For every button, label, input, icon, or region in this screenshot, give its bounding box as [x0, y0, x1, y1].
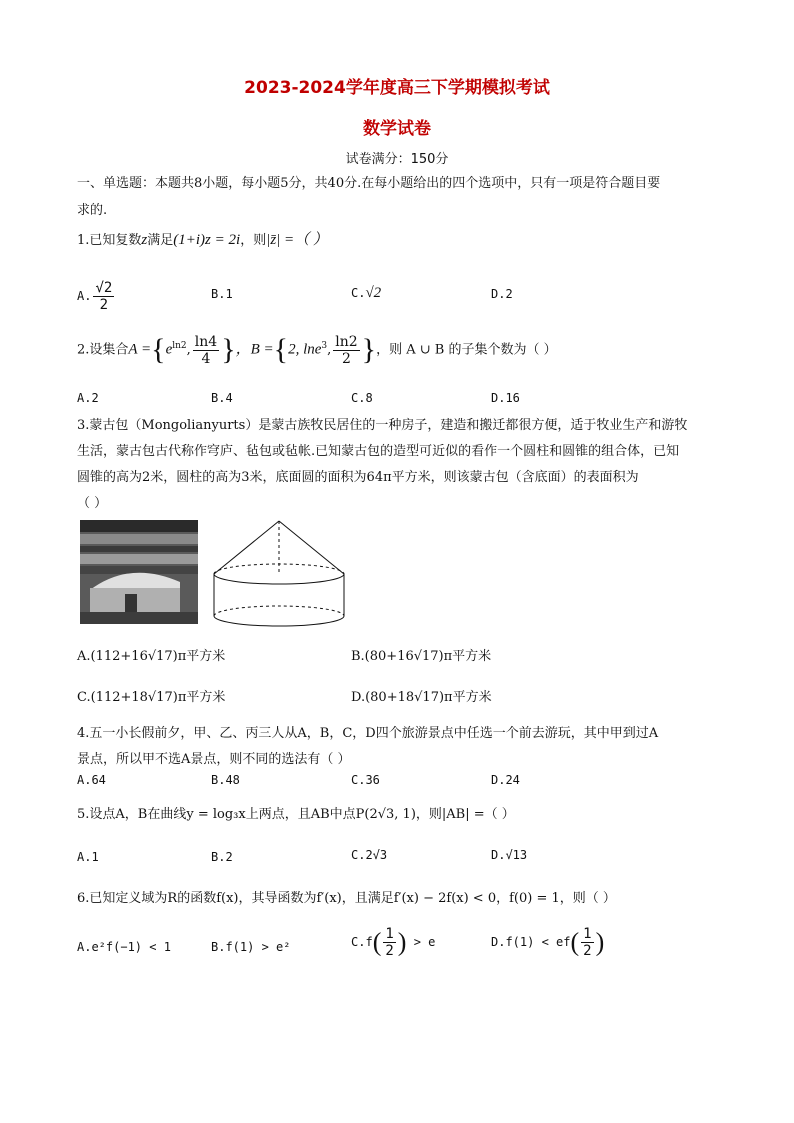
q6-option-d[interactable]: D.f(1) < ef( $\frac{1}{2}$ ): [491, 926, 605, 959]
q6-option-b[interactable]: B.f(1) > e²: [211, 940, 291, 954]
question-3-line2: 生活，蒙古包古代称作穹庐、毡包或毡帐.已知蒙古包的造型可近似的看作一个圆柱和圆锥的组合体，已知: [77, 444, 680, 459]
q2-option-b[interactable]: B.4: [211, 391, 233, 405]
q5-option-a[interactable]: A.1: [77, 850, 99, 864]
q3-option-c[interactable]: C.(112+18√17)π平方米: [77, 690, 226, 705]
exam-title: 2023-2024学年度高三下学期模拟考试: [244, 78, 550, 98]
q2-option-c[interactable]: C.8: [351, 391, 373, 405]
section-heading-line2: 求的.: [77, 203, 108, 218]
q5-option-b[interactable]: B.2: [211, 850, 233, 864]
question-3-line1: 3.蒙古包（Mongolianyurts）是蒙古族牧民居住的一种房子，建造和搬迁都很方便，适于牧业生产和游牧: [77, 418, 688, 433]
section-heading-line1: 一、单选题：本题共8小题，每小题5分，共40分.在每小题给出的四个选项中，只有一项是符合题目要: [77, 176, 661, 191]
question-6-stem: 6.已知定义域为R的函数f(x)，其导函数为f′(x)，且满足f′(x) − 2f(x) < 0，f(0) = 1，则（ ）: [77, 891, 616, 906]
question-3-line3: 圆锥的高为2米，圆柱的高为3米，底面圆的面积为64π平方米，则该蒙古包（含底面）的表面积为: [77, 470, 639, 485]
question-4-line2: 景点，所以甲不选A景点，则不同的选法有（ ）: [77, 752, 351, 767]
q1-option-d[interactable]: D.2: [491, 287, 513, 301]
question-1-stem: 1.已知复数z满足(1+i)z = 2i，则|z̄| =（ ）: [77, 232, 328, 248]
score-line: 试卷满分：150分: [345, 152, 449, 167]
q4-option-a[interactable]: A.64: [77, 773, 106, 787]
q4-option-b[interactable]: B.48: [211, 773, 240, 787]
cone-cylinder-diagram: [212, 518, 346, 632]
question-4-line1: 4.五一小长假前夕，甲、乙、丙三人从A，B，C，D四个旅游景点中任选一个前去游玩，其中甲到过A: [77, 726, 659, 741]
q3-option-d[interactable]: D.(80+18√17)π平方米: [351, 690, 492, 705]
question-2-stem: 2.设集合$A =\{e^{ln2}$, $\frac{\ln 4}{4}$ }，B ={2, lne$^3$, $\frac{\ln 2}{2}$ }，则 A ∪ B 的子集个数为（ ）: [77, 333, 557, 367]
question-5-stem: 5.设点A，B在曲线y = log₃x上两点，且AB中点P(2√3, 1)，则|AB| =（ ）: [77, 807, 515, 822]
q4-option-c[interactable]: C.36: [351, 773, 380, 787]
q1-option-a[interactable]: A. $\frac{√2}{2}$: [77, 280, 113, 313]
q2-option-d[interactable]: D.16: [491, 391, 520, 405]
q1-option-c[interactable]: C.√2: [351, 285, 382, 301]
q6-option-a[interactable]: A.e²f(−1) < 1: [77, 940, 171, 954]
q1-option-b[interactable]: B.1: [211, 287, 233, 301]
q4-option-d[interactable]: D.24: [491, 773, 520, 787]
exam-subtitle: 数学试卷: [363, 119, 431, 139]
q3-option-b[interactable]: B.(80+16√17)π平方米: [351, 649, 492, 664]
q5-option-c[interactable]: C.2√3: [351, 848, 388, 862]
q3-option-a[interactable]: A.(112+16√17)π平方米: [77, 649, 226, 664]
q6-option-c[interactable]: C.f( $\frac{1}{2}$ ) > e: [351, 926, 436, 959]
question-3-line4: （ ）: [77, 496, 108, 511]
q2-option-a[interactable]: A.2: [77, 391, 99, 405]
q5-option-d[interactable]: D.√13: [491, 848, 528, 862]
yurt-photo: [80, 520, 198, 624]
